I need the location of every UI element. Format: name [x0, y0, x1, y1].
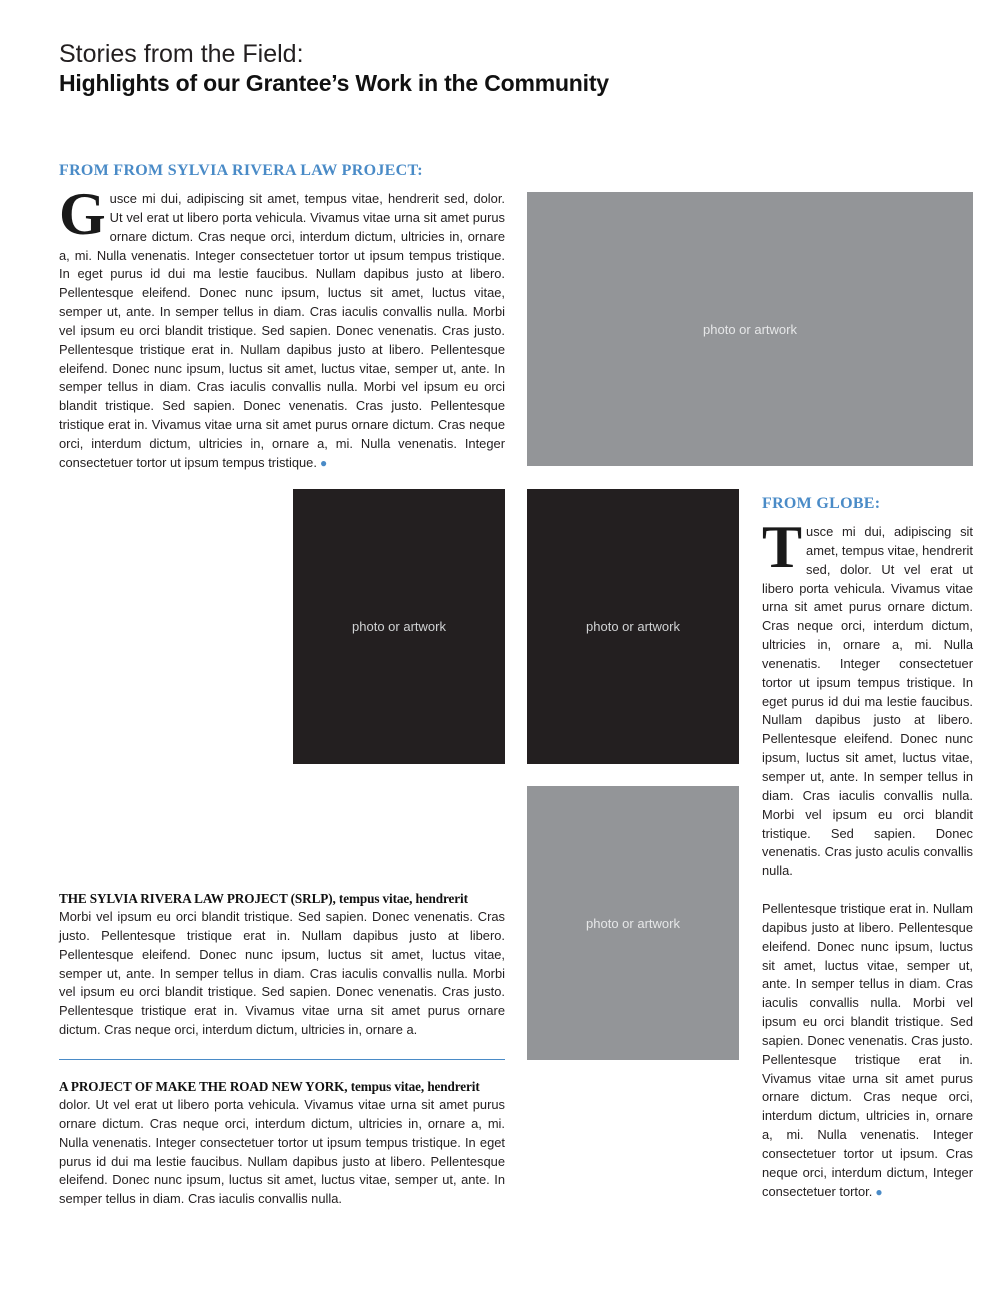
section-globe-article	[762, 514, 973, 1202]
section-heading-srlp: FROM FROM SYLVIA RIVERA LAW PROJECT:	[59, 162, 423, 179]
section-srlp-article	[59, 181, 505, 473]
section-heading-globe: FROM GLOBE:	[762, 495, 881, 512]
photo-placeholder-top	[527, 192, 973, 466]
mtr-body: dolor. Ut vel erat ut libero porta vehicula. Vivamus vitae urna sit amet purus ornare dictum. Cras neque orci, interdum dictum, ultricies in, ornare a, mi. Nulla venenatis. Integer consectetuer tortor ut ipsum tempus tristique. In eget purus id dui ma lestie faucibus. Nullam dapibus justo at libero. Pellentesque eleifend. Donec nunc ipsum, luctus sit amet, luctus vitae, semper ut, ante. In semper tellus in diam. Cras iaculis convallis nulla.	[59, 1097, 505, 1207]
srlp-body: Morbi vel ipsum eu orci blandit tristique. Sed sapien. Donec venenatis. Cras justo. Pellentesque tristique erat in. Nullam dapibus justo at libero. Pellentesque eleifend. Donec nunc ipsum, luctus sit amet, luctus vitae, semper ut, ante. In semper tellus in diam. Cras iaculis convallis nulla. Morbi vel ipsum eu orci blandit tristique. Sed sapien. Donec venenatis. Cras justo. Pellentesque tristique erat in. Vivamus vitae urna sit amet purus ornare dictum. Cras neque orci, interdum dictum, ultricies in, ornare a.	[59, 909, 505, 1038]
article-body: usce mi dui, adipiscing sit amet, tempus vitae, hendrerit sed, dolor. Ut vel erat ut libero porta vehicula. Vivamus vitae urna sit amet purus ornare dictum. Cras neque orci, interdum dictum, ultricies in, ornare a, mi. Nulla venenatis. Integer consectetuer tortor ut ipsum tempus tristique. In eget purus id dui ma lestie faucibus. Nullam dapibus justo at libero. Pellentesque eleifend. Donec nunc ipsum, luctus sit amet, luctus vitae, semper ut, ante. In semper tellus in diam. Cras iaculis convallis nulla. Morbi vel ipsum eu orci blandit tristique. Sed sapien. Donec venenatis. Cras justo. Pellentesque tristique erat in. Nullam dapibus justo at libero. Pellentesque eleifend. Donec nunc ipsum, luctus sit amet, luctus vitae, semper ut, ante. In semper tellus in diam. Cras iaculis convallis nulla. Morbi vel ipsum eu orci blandit tristique. Sed sapien. Donec venenatis. Cras justo. Pellentesque tristique erat in. Vivamus vitae urna sit amet purus ornare dictum. Cras neque orci, interdum dictum, ultricies in, ornare a, mi. Nulla venenatis. Integer consectetuer tortor ut ipsum tempus tristique.	[59, 191, 505, 470]
article-paragraph	[59, 181, 505, 473]
section-divider	[59, 1059, 505, 1060]
srlp-subhead: THE SYLVIA RIVERA LAW PROJECT (SRLP), tempus vitae, hendrerit	[59, 891, 468, 906]
page-title-line2: Highlights of our Grantee’s Work in the Community	[59, 70, 609, 96]
photo-placeholder-dark-right	[527, 489, 739, 764]
photo-placeholder-bottom	[527, 786, 739, 1060]
drop-cap: G	[59, 181, 106, 247]
mtr-block	[59, 1079, 505, 1209]
article-body: Pellentesque tristique erat in. Nullam dapibus justo at libero. Pellentesque eleifend. Donec nunc ipsum, luctus sit amet, luctus vitae, semper ut, ante. In semper tellus in diam. Cras iaculis convallis nulla. Morbi vel ipsum eu orci blandit tristique. Sed sapien. Donec venenatis. Cras justo. Pellentesque tristique erat in. Vivamus vitae urna sit amet purus ornare dictum. Cras neque orci, interdum dictum, ultricies in, ornare a, mi. Nulla venenatis. Integer consectetuer tortor ut ipsum. Cras neque orci, interdum dictum, Integer consectetuer tortor.	[762, 901, 973, 1199]
photo-placeholder-dark-left	[293, 489, 505, 764]
srlp-block	[59, 891, 505, 1040]
article-body: usce mi dui, adipiscing sit amet, tempus vitae, hendrerit sed, dolor. Ut vel erat ut libero porta vehicula. Vivamus vitae urna sit amet purus ornare dictum. Cras neque orci, interdum dictum, ultricies in, ornare a, mi. Nulla venenatis. Integer consectetuer tortor ut ipsum tempus tristique. In eget purus id dui ma lestie faucibus. Nullam dapibus justo at libero. Pellentesque eleifend. Donec nunc ipsum, luctus sit amet, luctus vitae, semper ut, ante. In semper tellus in diam. Cras iaculis convallis nulla. Morbi vel ipsum eu orci blandit tristique. Sed sapien. Donec venenatis. Cras justo aculis convallis nulla.	[762, 524, 973, 879]
page-title-line1: Stories from the Field:	[59, 40, 304, 68]
article-paragraph	[762, 514, 973, 881]
photo-label: photo or artwork	[352, 619, 446, 634]
photo-label: photo or artwork	[586, 915, 680, 931]
photo-label: photo or artwork	[703, 321, 797, 337]
bullet-dot-icon: ●	[875, 1184, 883, 1199]
article-paragraph	[762, 900, 973, 1202]
mtr-subhead: A PROJECT OF MAKE THE ROAD NEW YORK, tempus vitae, hendrerit	[59, 1079, 480, 1094]
drop-cap: T	[762, 514, 803, 580]
photo-label: photo or artwork	[586, 619, 680, 634]
bullet-dot-icon: ●	[319, 455, 328, 470]
